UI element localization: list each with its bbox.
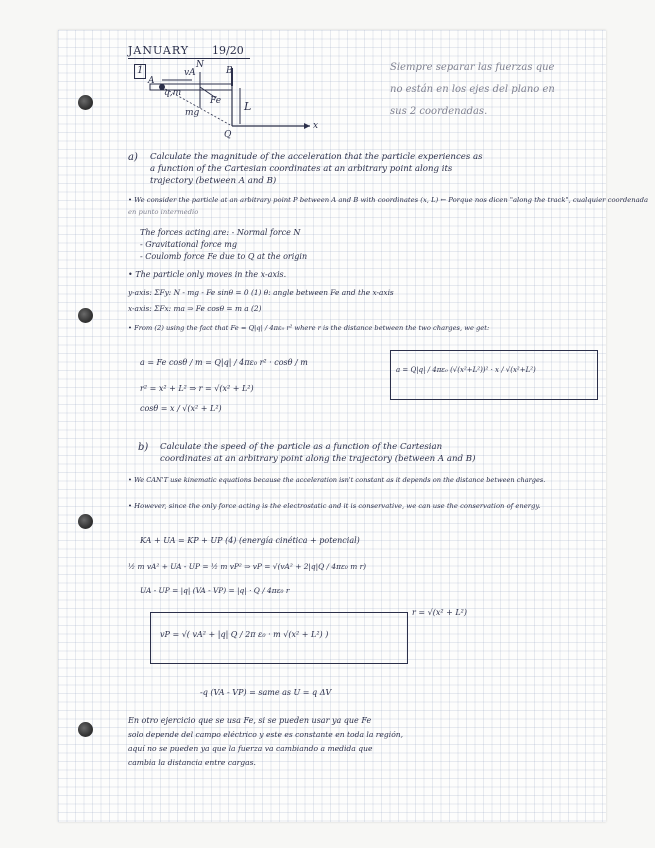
part-b-line: • We CAN'T use kinematic equations because the acceleration isn't constant as it depends on the distance between charges.	[128, 476, 546, 484]
label-mg: mg	[185, 108, 200, 118]
part-a-question-2: a function of the Cartesian coordinates at an arbitrary point along its	[150, 164, 453, 174]
final-note-line: solo depende del campo eléctrico y este es constante en toda la región,	[128, 730, 404, 739]
note-line-3: sus 2 coordenadas.	[390, 106, 488, 117]
part-b-result: vP = √( vA² + |q| Q / 2π ε₀ · m √(x² + L²) )	[160, 630, 329, 639]
part-a-line: The forces acting are: - Normal force N	[140, 228, 301, 237]
part-a-line: - Coulomb force Fe due to Q at the origin	[140, 252, 308, 261]
binder-hole	[78, 308, 93, 323]
binder-hole	[78, 722, 93, 737]
part-a-line: y-axis: ΣFy: N - mg - Fe sinθ = 0 (1) θ: angle between Fe and the x-axis	[128, 288, 394, 297]
notebook-page	[58, 30, 606, 822]
part-a-line: • We consider the particle at an arbitrary point P between A and B with coordinates (x, L) ← Porque nos dicen "along the track", cualquier coordenada	[128, 196, 649, 204]
final-note-line: En otro ejercicio que se usa Fe, si se pueden usar ya que Fe	[128, 716, 372, 725]
binder-hole	[78, 514, 93, 529]
part-a-label: a)	[128, 152, 138, 163]
final-note-line: aquí no se pueden ya que la fuerza va cambiando a medida que	[128, 744, 373, 753]
part-a-question-1: Calculate the magnitude of the acceleration that the particle experiences as	[150, 152, 483, 162]
header-month: JANUARY	[128, 44, 190, 57]
label-x: x	[313, 121, 319, 131]
part-b-line: KA + UA = KP + UP (4) (energía cinética + potencial)	[140, 536, 360, 545]
part-b-label: b)	[138, 442, 149, 453]
part-a-line: en punto intermedio	[128, 208, 199, 216]
part-a-line: - Gravitational force mg	[140, 240, 237, 249]
label-charge: q,m	[164, 88, 182, 98]
label-velocity: vA	[184, 68, 196, 78]
part-b-line: • However, since the only force acting is the electrostatic and it is conservative, we can use the conservation of energy.	[128, 502, 541, 510]
label-n: N	[196, 60, 204, 70]
label-fe: Fe	[210, 96, 222, 106]
label-l: L	[244, 100, 252, 113]
part-a-question-3: trajectory (between A and B)	[150, 176, 277, 186]
part-a-formula: cosθ = x / √(x² + L²)	[140, 404, 222, 413]
final-note-line: cambia la distancia entre cargas.	[128, 758, 256, 767]
part-b-line: UA - UP = |q| (VA - VP) = |q| · Q / 4πε₀ r	[140, 586, 290, 595]
binder-hole	[78, 95, 93, 110]
header-date: 19/20	[212, 44, 244, 57]
part-b-question-2: coordinates at an arbitrary point along the trajectory (between A and B)	[160, 454, 476, 464]
part-b-question-1: Calculate the speed of the particle as a function of the Cartesian	[160, 442, 443, 452]
part-a-result-box	[390, 350, 598, 400]
part-a-line: x-axis: ΣFx: ma ⇒ Fe cosθ = m a (2)	[128, 304, 262, 313]
part-a-line: • The particle only moves in the x-axis.	[128, 270, 287, 279]
part-b-bottom-line: -q (VA - VP) = same as U = q ΔV	[200, 688, 332, 697]
part-a-formula: a = Fe cosθ / m = Q|q| / 4πε₀ r² · cosθ / m	[140, 358, 308, 367]
note-line-2: no están en los ejes del plano en	[390, 84, 555, 95]
note-line-1: Siempre separar las fuerzas que	[390, 62, 555, 73]
problem-number: 1	[134, 64, 146, 79]
label-b: B	[226, 66, 233, 76]
part-b-line: ½ m vA² + UA - UP = ½ m vP² ⇒ vP = √(vA² + 2|q|Q / 4πε₀ m r)	[128, 562, 367, 571]
part-a-formula: r² = x² + L² ⇒ r = √(x² + L²)	[140, 384, 254, 393]
label-q: Q	[224, 130, 232, 140]
part-b-r-formula: r = √(x² + L²)	[412, 608, 467, 617]
label-a: A	[148, 76, 155, 86]
part-a-line: • From (2) using the fact that Fe = Q|q| / 4πε₀ r² where r is the distance between the two charges, we get:	[128, 324, 490, 332]
part-a-result: a = Q|q| / 4πε₀ (√(x²+L²))² · x / √(x²+L²)	[396, 366, 536, 374]
